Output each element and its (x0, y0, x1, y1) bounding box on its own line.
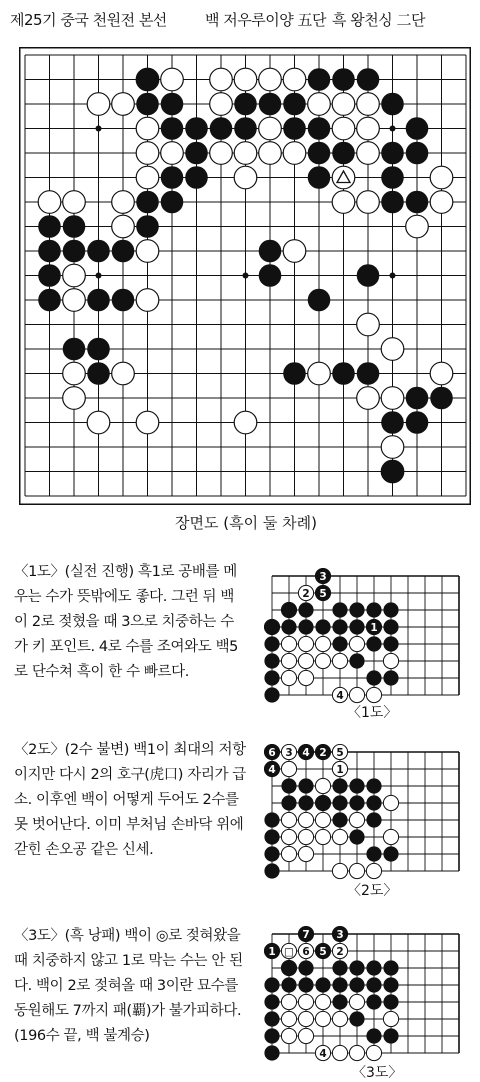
black-stone (332, 977, 347, 992)
stone-number: 2 (336, 945, 344, 958)
black-stone (383, 977, 398, 992)
black-stone (383, 619, 398, 634)
white-stone (332, 117, 355, 140)
white-stone (283, 68, 306, 91)
white-stone (383, 1011, 398, 1026)
white-stone (332, 1011, 347, 1026)
white-stone (283, 142, 306, 165)
black-stone (383, 994, 398, 1009)
stone-number: 3 (319, 570, 327, 583)
black-stone (357, 68, 380, 91)
black-stone (349, 778, 364, 793)
white-stone (281, 1011, 296, 1026)
black-stone (281, 960, 296, 975)
white-stone (349, 636, 364, 651)
white-stone (259, 117, 282, 140)
black-stone (264, 1045, 279, 1060)
star-point (96, 126, 102, 132)
white-stone (332, 863, 347, 878)
diagram-2-tag: 〈2도〉(2수 불변) (14, 742, 130, 758)
black-stone (283, 362, 306, 385)
black-stone (264, 977, 279, 992)
diagram-1-tag: 〈1도〉(실전 진행) (14, 564, 134, 580)
black-stone (308, 166, 331, 189)
white-stone (383, 829, 398, 844)
black-stone (366, 846, 381, 861)
black-stone (281, 619, 296, 634)
black-stone (283, 93, 306, 116)
black-stone (332, 602, 347, 617)
white-stone (315, 994, 330, 1009)
black-stone (63, 215, 86, 238)
diagram-3-text (14, 924, 246, 1049)
white-stone (315, 812, 330, 827)
black-stone (136, 68, 159, 91)
black-stone (332, 619, 347, 634)
main-board-caption: 장면도 (흑이 둘 차례) (175, 514, 317, 532)
stone-number: □ (284, 945, 294, 958)
black-stone (264, 1011, 279, 1026)
white-stone (112, 191, 135, 214)
stone-number: 2 (302, 587, 310, 600)
white-stone (234, 142, 257, 165)
white-stone (281, 670, 296, 685)
stone-number: 5 (336, 746, 344, 759)
black-stone (281, 795, 296, 810)
white-stone (349, 994, 364, 1009)
black-stone (406, 387, 429, 410)
white-stone (366, 687, 381, 702)
white-stone (63, 362, 86, 385)
white-stone (38, 191, 61, 214)
black-stone (298, 795, 313, 810)
white-stone (161, 68, 184, 91)
black-stone (349, 653, 364, 668)
diagram-1-label: 〈1도〉 (347, 705, 398, 721)
black-stone (315, 795, 330, 810)
black-stone (357, 264, 380, 287)
white-stone (298, 653, 313, 668)
diagram-1-board (264, 568, 470, 708)
black-stone (210, 117, 233, 140)
black-stone (332, 795, 347, 810)
black-stone (315, 619, 330, 634)
white-stone (210, 93, 233, 116)
white-stone (210, 68, 233, 91)
stone-number: 4 (319, 1047, 327, 1060)
black-stone (430, 387, 453, 410)
black-stone (281, 602, 296, 617)
white-stone (136, 289, 159, 312)
black-stone (185, 142, 208, 165)
black-stone (234, 117, 257, 140)
black-stone (87, 338, 110, 361)
black-stone (161, 93, 184, 116)
black-stone (298, 960, 313, 975)
black-stone (259, 264, 282, 287)
black-stone (349, 829, 364, 844)
black-stone (383, 670, 398, 685)
black-stone (366, 602, 381, 617)
star-point (390, 126, 396, 132)
star-point (390, 273, 396, 279)
black-stone (349, 960, 364, 975)
black-stone (63, 240, 86, 263)
black-stone (38, 215, 61, 238)
black-stone (308, 142, 331, 165)
white-stone (315, 1011, 330, 1026)
white-stone (315, 653, 330, 668)
white-stone (283, 240, 306, 263)
white-stone (383, 653, 398, 668)
star-point (96, 273, 102, 279)
white-stone (234, 411, 257, 434)
black-stone (366, 636, 381, 651)
stone-number: 1 (370, 621, 378, 634)
white-stone (136, 117, 159, 140)
black-stone (161, 166, 184, 189)
black-stone (264, 994, 279, 1009)
white-stone (315, 778, 330, 793)
white-stone (63, 191, 86, 214)
white-stone (63, 387, 86, 410)
white-stone (63, 264, 86, 287)
black-stone (383, 960, 398, 975)
black-stone (38, 289, 61, 312)
black-stone (185, 166, 208, 189)
white-stone (281, 761, 296, 776)
stone-number: 6 (268, 746, 276, 759)
black-stone (366, 994, 381, 1009)
black-stone (264, 687, 279, 702)
black-stone (185, 117, 208, 140)
white-stone (87, 411, 110, 434)
white-stone (298, 829, 313, 844)
header-white-player: 백 저우루이양 五단 (205, 11, 326, 29)
black-stone (332, 362, 355, 385)
white-stone (349, 1045, 364, 1060)
white-stone (281, 846, 296, 861)
white-stone (298, 1028, 313, 1043)
black-stone (383, 602, 398, 617)
black-stone (264, 812, 279, 827)
black-stone (281, 977, 296, 992)
white-stone (366, 863, 381, 878)
black-stone (406, 117, 429, 140)
black-stone (366, 1028, 381, 1043)
black-stone (87, 289, 110, 312)
white-stone (349, 863, 364, 878)
black-stone (136, 93, 159, 116)
diagram-3-body: 백이 ◎로 젖혀왔을 때 치중하지 않고 1로 막는 수는 안 된다. 백이 2로 젖혀올 때 3이란 묘수를 동원해도 7까지 패(覇)가 불가피하다. (196수 끝, 백 불계승) (14, 928, 243, 1044)
stone-number: 5 (319, 945, 327, 958)
stone-number: 4 (268, 763, 276, 776)
black-stone (366, 670, 381, 685)
white-stone (430, 362, 453, 385)
black-stone (406, 411, 429, 434)
white-stone (308, 93, 331, 116)
black-stone (366, 812, 381, 827)
white-stone (298, 1011, 313, 1026)
diagram-3-tag: 〈3도〉(흑 낭패) (14, 928, 121, 944)
black-stone (264, 1028, 279, 1043)
black-stone (298, 977, 313, 992)
black-stone (87, 362, 110, 385)
stone-number: 7 (302, 928, 310, 941)
white-stone (259, 68, 282, 91)
black-stone (63, 338, 86, 361)
white-stone (381, 387, 404, 410)
black-stone (136, 191, 159, 214)
black-stone (283, 117, 306, 140)
black-stone (332, 960, 347, 975)
white-stone (112, 93, 135, 116)
black-stone (264, 829, 279, 844)
black-stone (332, 778, 347, 793)
white-stone (357, 142, 380, 165)
black-stone (234, 93, 257, 116)
black-stone (381, 142, 404, 165)
white-stone (234, 166, 257, 189)
black-stone (112, 289, 135, 312)
black-stone (332, 994, 347, 1009)
black-stone (308, 289, 331, 312)
diagram-1-body: 흑1로 공배를 메우는 수가 뜻밖에도 좋다. 그런 뒤 백이 2로 젖혔을 때 3으로 치중하는 수가 키 포인트. 4로 수를 조여와도 백5로 단수쳐 흑이 한 수 빠르다. (14, 564, 239, 680)
white-stone (430, 191, 453, 214)
white-stone (332, 191, 355, 214)
diagram-2-label: 〈2도〉 (347, 883, 398, 899)
black-stone (161, 117, 184, 140)
white-stone (357, 191, 380, 214)
black-stone (381, 460, 404, 483)
black-stone (259, 93, 282, 116)
stone-number: 1 (336, 763, 344, 776)
white-stone (281, 812, 296, 827)
diagram-1-text (14, 560, 246, 685)
white-stone (136, 411, 159, 434)
white-stone (281, 994, 296, 1009)
white-stone (332, 829, 347, 844)
white-stone (357, 117, 380, 140)
diagram-3-label: 〈3도〉 (352, 1065, 403, 1081)
stone-number: 2 (319, 746, 327, 759)
white-stone (298, 846, 313, 861)
white-stone (281, 1028, 296, 1043)
black-stone (298, 778, 313, 793)
white-stone (136, 166, 159, 189)
black-stone (332, 636, 347, 651)
white-stone (430, 166, 453, 189)
white-stone (383, 795, 398, 810)
white-stone (332, 1045, 347, 1060)
white-stone (281, 636, 296, 651)
black-stone (264, 670, 279, 685)
black-stone (87, 240, 110, 263)
white-stone (298, 994, 313, 1009)
white-stone (366, 1045, 381, 1060)
white-stone (349, 687, 364, 702)
black-stone (366, 960, 381, 975)
header-title: 제25기 중국 천원전 본선 (10, 11, 167, 29)
white-stone (381, 338, 404, 361)
black-stone (38, 240, 61, 263)
star-point (243, 273, 249, 279)
black-stone (383, 636, 398, 651)
black-stone (406, 191, 429, 214)
black-stone (332, 812, 347, 827)
black-stone (332, 142, 355, 165)
white-stone (234, 68, 257, 91)
black-stone (264, 619, 279, 634)
white-stone (298, 670, 313, 685)
black-stone (264, 846, 279, 861)
black-stone (264, 863, 279, 878)
diagram-2-text (14, 738, 246, 863)
white-stone (315, 636, 330, 651)
black-stone (381, 411, 404, 434)
black-stone (308, 68, 331, 91)
white-stone (112, 362, 135, 385)
stone-number: 3 (336, 928, 344, 941)
black-stone (357, 362, 380, 385)
black-stone (259, 240, 282, 263)
stone-number: 1 (268, 945, 276, 958)
black-stone (349, 795, 364, 810)
black-stone (281, 778, 296, 793)
stone-number: 4 (336, 689, 344, 702)
black-stone (366, 778, 381, 793)
header-black-player: 흑 왕천싱 二단 (332, 11, 425, 29)
white-stone (136, 240, 159, 263)
black-stone (38, 264, 61, 287)
white-stone (332, 166, 355, 189)
white-stone (308, 362, 331, 385)
black-stone (264, 636, 279, 651)
stone-number: 5 (319, 587, 327, 600)
white-stone (259, 142, 282, 165)
black-stone (315, 977, 330, 992)
stone-number: 6 (302, 945, 310, 958)
main-go-board (19, 47, 471, 505)
white-stone (315, 829, 330, 844)
white-stone (357, 313, 380, 336)
black-stone (349, 1011, 364, 1026)
diagram-2-body: 백1이 최대의 저항이지만 다시 2의 호구(虎口) 자리가 급소. 이후엔 백이 어떻게 두어도 2수를 못 벗어난다. 이미 부처님 손바닥 위에 갇힌 손오공 같은 신세. (14, 742, 246, 858)
diagram-3-board (264, 926, 470, 1066)
white-stone (406, 215, 429, 238)
stone-number: 4 (302, 746, 310, 759)
white-stone (332, 93, 355, 116)
white-stone (112, 215, 135, 238)
black-stone (298, 619, 313, 634)
black-stone (332, 68, 355, 91)
white-stone (357, 387, 380, 410)
white-stone (87, 93, 110, 116)
white-stone (136, 142, 159, 165)
black-stone (366, 795, 381, 810)
black-stone (383, 1028, 398, 1043)
white-stone (298, 636, 313, 651)
black-stone (112, 240, 135, 263)
white-stone (349, 812, 364, 827)
black-stone (381, 166, 404, 189)
black-stone (383, 846, 398, 861)
black-stone (381, 191, 404, 214)
white-stone (381, 436, 404, 459)
black-stone (298, 602, 313, 617)
white-stone (63, 289, 86, 312)
stone-number: 3 (285, 746, 293, 759)
white-stone (332, 653, 347, 668)
black-stone (264, 653, 279, 668)
black-stone (349, 619, 364, 634)
white-stone (357, 93, 380, 116)
black-stone (366, 977, 381, 992)
black-stone (308, 117, 331, 140)
white-stone (281, 653, 296, 668)
white-stone (281, 829, 296, 844)
black-stone (161, 191, 184, 214)
white-stone (161, 142, 184, 165)
black-stone (349, 977, 364, 992)
header (0, 0, 480, 34)
white-stone (298, 812, 313, 827)
black-stone (136, 215, 159, 238)
white-stone (210, 142, 233, 165)
black-stone (349, 602, 364, 617)
diagram-2-board (264, 744, 470, 884)
black-stone (406, 142, 429, 165)
black-stone (381, 93, 404, 116)
